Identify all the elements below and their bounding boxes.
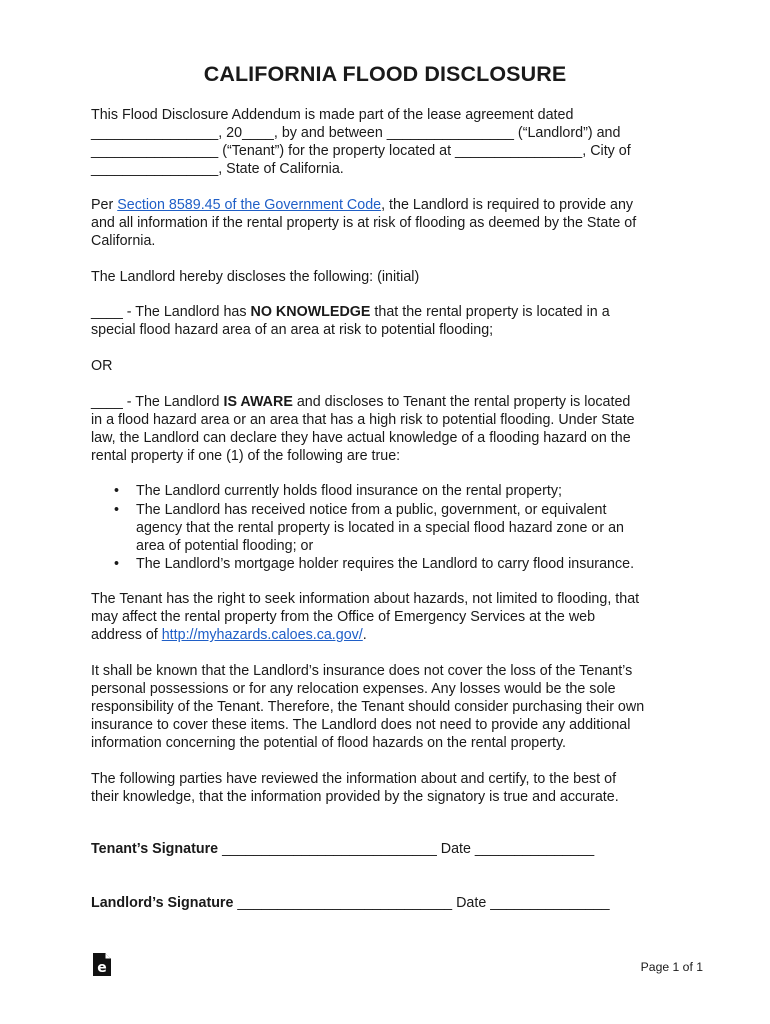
discloses-paragraph: [91, 268, 691, 286]
condition-line: area of potential flooding; or: [136, 537, 314, 554]
landlord-date-field[interactable]: _______________: [486, 895, 610, 911]
insurance-line: It shall be known that the Landlord’s insurance does not cover the loss of the Tenant’s: [91, 662, 633, 679]
tenant-right-paragraph: [91, 590, 691, 644]
insurance-line: information concerning the potential of flood hazards on the rental property.: [91, 735, 567, 752]
gov-code-suffix: , the Landlord is required to provide any: [381, 196, 634, 213]
per-prefix: Per: [91, 196, 118, 213]
tenant-signature-label: Tenant’s Signature: [91, 841, 219, 857]
insurance-line: responsibility of the Tenant. Therefore, the Tenant should consider purchasing their own: [91, 698, 645, 715]
hazards-website-link[interactable]: http://myhazards.caloes.ca.gov/: [161, 627, 363, 644]
tenant-date-label: Date: [440, 841, 471, 857]
list-item: [91, 501, 691, 555]
is-aware-option: [91, 393, 691, 465]
gov-code-line: and all information if the rental property is at risk of flooding as deemed by the State of: [91, 214, 637, 231]
intro-line: ________________, State of California.: [91, 161, 344, 178]
initial-blank: ____ - The Landlord: [91, 393, 224, 410]
is-aware-line: law, the Landlord can declare they have actual knowledge of a flooding hazard on the: [91, 429, 631, 446]
tenant-right-line: [91, 626, 691, 644]
tenant-right-line: The Tenant has the right to seek information about hazards, not limited to flooding, that: [91, 590, 640, 607]
initial-blank: ____ - The Landlord has: [91, 304, 251, 321]
government-code-paragraph: [91, 196, 691, 250]
list-item: [91, 482, 691, 500]
is-aware-suffix: and discloses to Tenant the rental property is located: [292, 393, 631, 410]
no-knowledge-suffix: that the rental property is located in a: [370, 304, 610, 321]
insurance-paragraph: [91, 662, 691, 752]
no-knowledge-bold: NO KNOWLEDGE: [250, 304, 371, 321]
no-knowledge-line: [91, 303, 691, 321]
discloses-line: The Landlord hereby discloses the following: (initial): [91, 268, 420, 285]
is-aware-line: [91, 393, 691, 411]
svg-text:e: e: [97, 960, 107, 976]
is-aware-bold: IS AWARE: [223, 393, 293, 410]
landlord-signature-label: Landlord’s Signature: [91, 895, 234, 911]
page-number: Page 1 of 1: [640, 960, 703, 974]
tenant-right-line: may affect the rental property from the Office of Emergency Services at the web: [91, 608, 596, 625]
tenant-date-field[interactable]: _______________: [470, 841, 595, 857]
address-suffix: .: [362, 627, 367, 644]
certify-paragraph: [91, 770, 691, 806]
list-item: [91, 555, 691, 573]
document-title: CALIFORNIA FLOOD DISCLOSURE: [203, 62, 567, 86]
is-aware-line: in a flood hazard area or an area that has a high risk to potential flooding. Under State: [91, 411, 635, 428]
landlord-signature-field[interactable]: ___________________________: [233, 895, 457, 911]
condition-line: • The Landlord currently holds flood insurance on the rental property;: [136, 483, 562, 500]
gov-code-line: California.: [91, 233, 156, 250]
document-body: [91, 106, 691, 823]
landlord-date-label: Date: [456, 895, 487, 911]
no-knowledge-option: [91, 303, 691, 339]
insurance-line: personal possessions or for any relocation expenses. Any losses would be the sole: [91, 680, 616, 697]
condition-line: • The Landlord has received notice from a public, government, or equivalent: [136, 501, 607, 518]
gov-code-line: [91, 196, 691, 214]
condition-line: agency that the rental property is located in a special flood hazard zone or an: [136, 519, 624, 536]
intro-paragraph: [91, 106, 691, 178]
no-knowledge-line: special flood hazard area of an area at risk to potential flooding;: [91, 322, 494, 339]
conditions-list: [91, 482, 691, 572]
insurance-line: insurance to cover these items. The Landlord does not need to provide any additional: [91, 716, 631, 733]
certify-line: The following parties have reviewed the information about and certify, to the best of: [91, 770, 617, 787]
certify-line: their knowledge, that the information provided by the signatory is true and accurate.: [91, 788, 619, 805]
government-code-link[interactable]: Section 8589.45 of the Government Code: [117, 196, 382, 213]
eforms-logo-icon: [92, 952, 112, 977]
tenant-signature-row: [91, 841, 594, 857]
landlord-signature-row: [91, 895, 610, 911]
address-prefix: address of: [91, 627, 162, 644]
or-text: OR: [91, 357, 113, 374]
condition-line: • The Landlord’s mortgage holder requires the Landlord to carry flood insurance.: [136, 555, 635, 572]
or-separator: [91, 357, 691, 375]
intro-line: This Flood Disclosure Addendum is made part of the lease agreement dated: [91, 107, 574, 123]
intro-line: ________________, 20____, by and between ________________ (“Landlord”) and: [91, 125, 621, 142]
is-aware-line: rental property if one (1) of the following are true:: [91, 447, 401, 464]
tenant-signature-field[interactable]: ___________________________: [218, 841, 441, 857]
intro-line: ________________ (“Tenant”) for the property located at ________________, City of: [91, 143, 631, 160]
